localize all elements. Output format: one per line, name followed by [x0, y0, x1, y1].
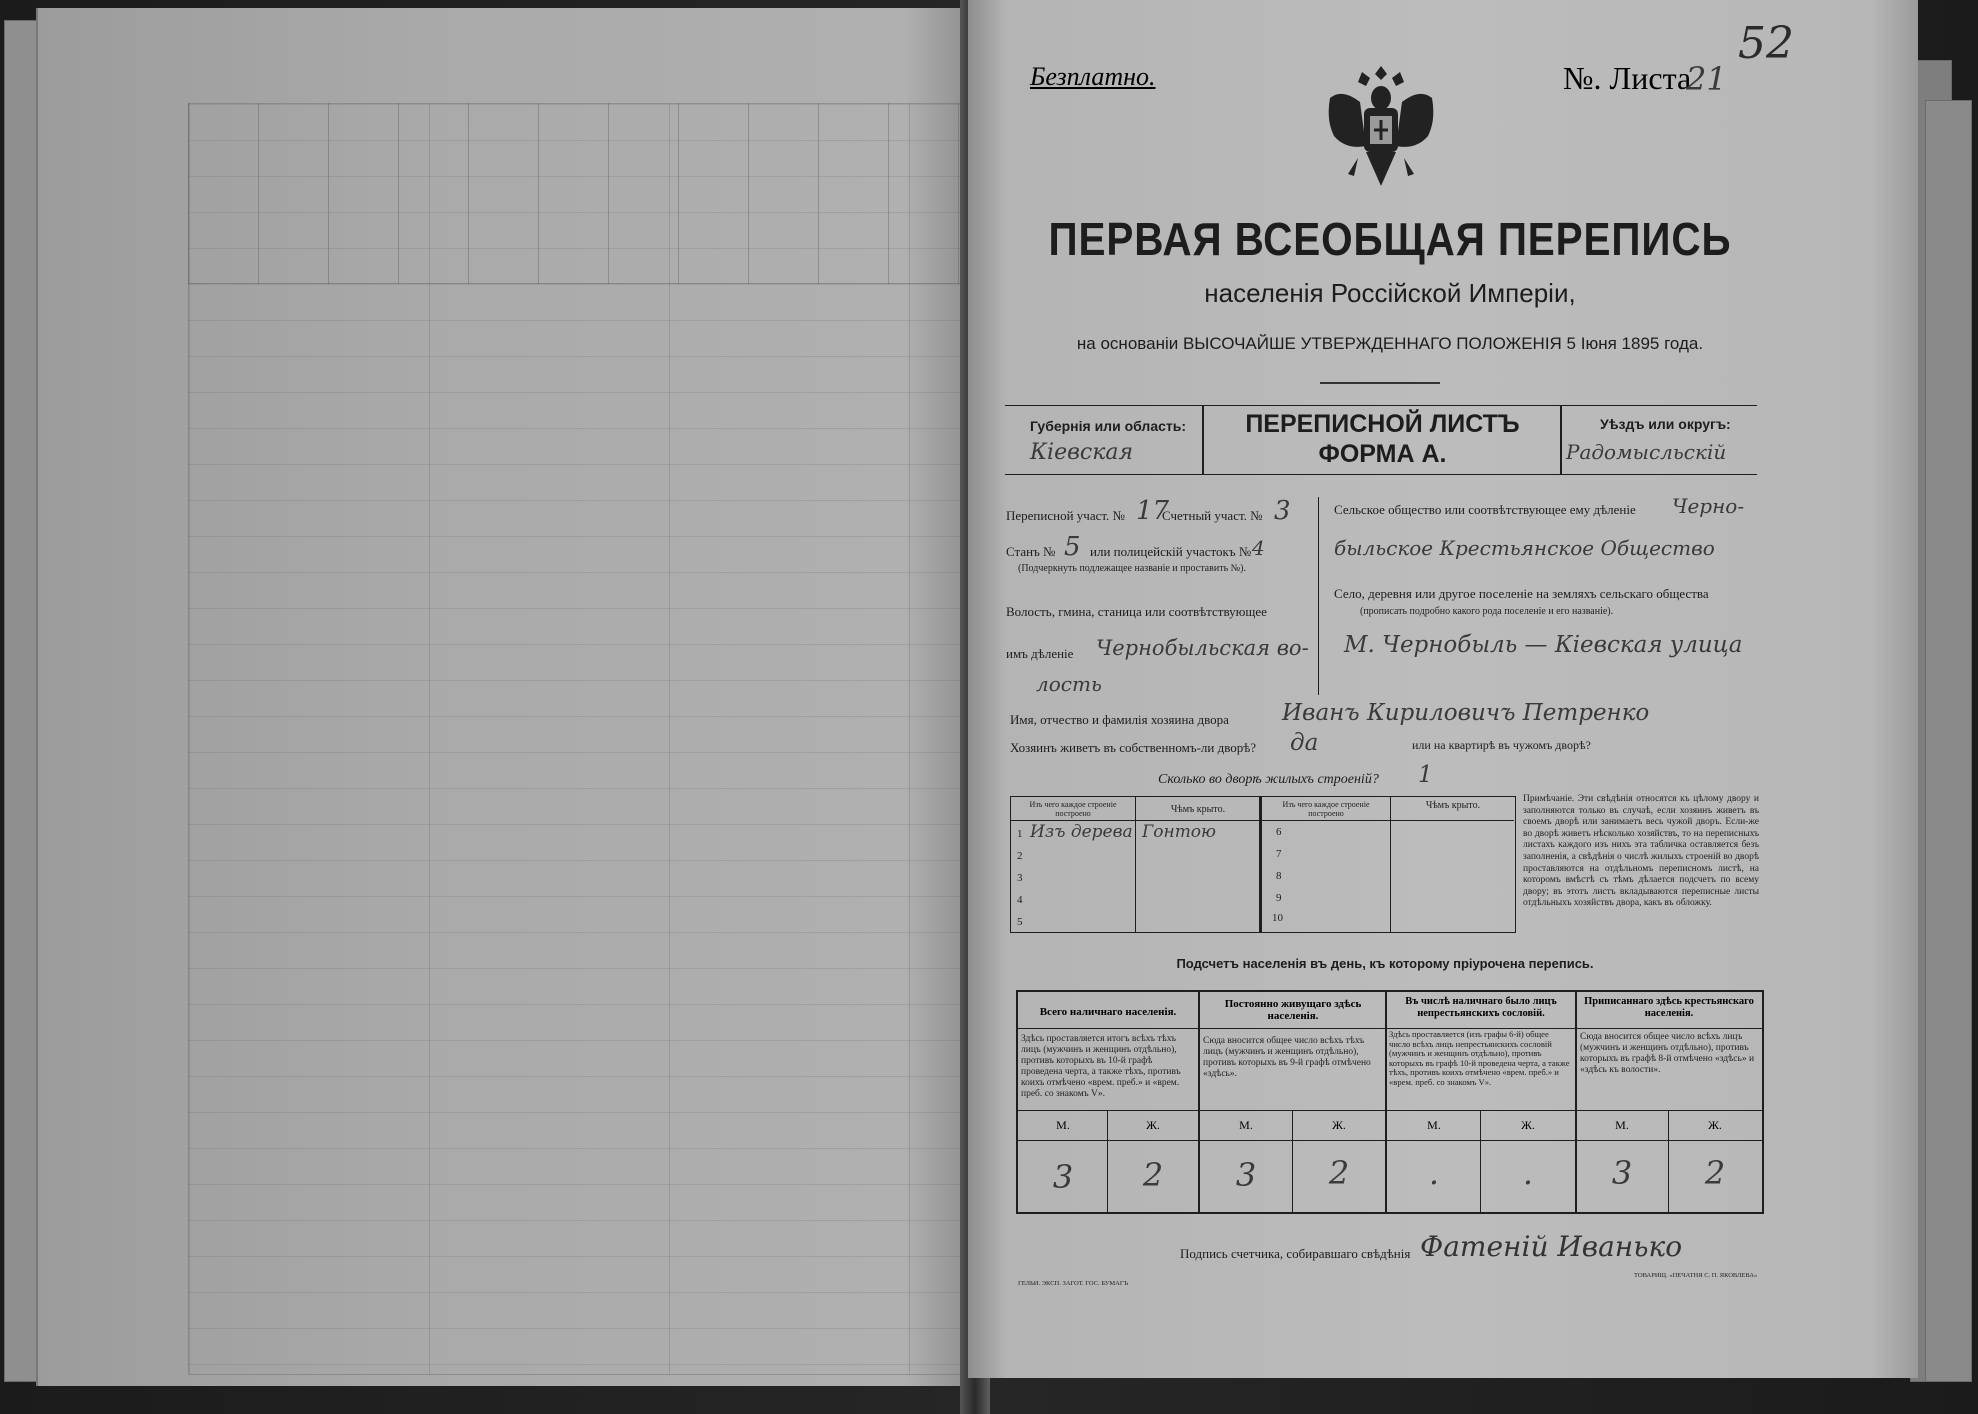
ornament-divider — [1320, 382, 1440, 384]
perepis-uch-label: Переписной участ. № — [1006, 508, 1125, 523]
village-label: Село, деревня или другое поселеніе на земляхъ сельскаго общества — [1334, 586, 1709, 601]
police-value: 4 — [1252, 536, 1265, 560]
society-value-2: быльское Крестьянское Общество — [1334, 536, 1715, 560]
buildings-col-material-2: Изъ чего каждое строеніе построено — [1282, 800, 1370, 818]
form-header-top-rule — [1005, 405, 1757, 406]
left-page-bleedthrough-grid — [188, 103, 995, 1375]
village-value: М. Чернобыль — Кіевская улица — [1344, 632, 1743, 658]
population-mf-rule-bottom — [1016, 1140, 1762, 1141]
buildings-col-divider-2 — [1390, 796, 1391, 933]
form-header-divider-2 — [1560, 405, 1562, 475]
form-header-bottom-rule — [1005, 474, 1757, 475]
buildings-row-number: 4 — [1017, 894, 1023, 906]
stan-label: Станъ № — [1006, 544, 1056, 559]
population-divider-1 — [1198, 990, 1200, 1212]
population-count-m: 3 — [1611, 1154, 1633, 1192]
buildings-col-roof: Чѣмъ крыто. — [1170, 804, 1226, 815]
page-stack-right-2 — [1925, 100, 1972, 1382]
buildings-row-number: 8 — [1276, 870, 1282, 882]
perepis-uch-value: 17 — [1136, 496, 1170, 526]
population-col-desc: Сюда вносится общее число всѣхъ лицъ (мужчинъ и женщинъ отдѣльно), противъ которыхъ въ графѣ 8-й отмѣчено «здѣсь» и «здѣсь къ волости». — [1580, 1032, 1755, 1075]
population-f-label: Ж. — [1146, 1118, 1160, 1132]
population-divider-2 — [1385, 990, 1387, 1212]
owner-value: Иванъ Кириловичъ Петренко — [1282, 700, 1650, 726]
police-label: или полицейскій участокъ № — [1090, 544, 1252, 559]
buildings-col-divider-1 — [1135, 796, 1136, 933]
volost-value: Чернобыльская во- — [1096, 636, 1309, 660]
gubernia-value: Кіевская — [1030, 440, 1134, 465]
population-f-label: Ж. — [1521, 1118, 1535, 1132]
signature-label: Подпись счетчика, собиравшаго свѣдѣнія — [1180, 1246, 1411, 1261]
buildings-center-divider — [1259, 796, 1262, 933]
buildings-row-roof: Гонтою — [1142, 822, 1217, 842]
population-count-m: 3 — [1052, 1158, 1074, 1196]
population-count-f: 2 — [1704, 1154, 1726, 1192]
left-page-bleedthrough-header — [188, 103, 993, 284]
buildings-row-material: Изъ дерева — [1030, 822, 1133, 842]
left-page — [36, 8, 980, 1386]
society-label: Сельское общество или соотвѣтствующее ему дѣленіе — [1334, 502, 1636, 517]
schet-uch-label: Счетный участ. № — [1162, 508, 1263, 523]
schet-uch-value: 3 — [1274, 496, 1291, 526]
form-header-divider-1 — [1202, 405, 1204, 475]
buildings-head-rule — [1010, 820, 1514, 821]
population-m-label: М. — [1056, 1118, 1070, 1132]
population-title: Подсчетъ населенія въ день, къ которому пріурочена перепись. — [1176, 956, 1594, 971]
buildings-row-number: 2 — [1017, 850, 1023, 862]
volost-value-2: лость — [1036, 672, 1102, 696]
form-title: ПЕРЕПИСНОЙ ЛИСТЪ — [1245, 410, 1520, 438]
buildings-row-number: 10 — [1272, 912, 1283, 924]
printer-right: ТОВАРИЩ. «ПЕЧАТНЯ С. П. ЯКОВЛЕВА» — [1634, 1272, 1758, 1279]
sheet-label: №. Листа — [1563, 60, 1692, 96]
population-f-label: Ж. — [1708, 1118, 1722, 1132]
archive-number: 52 — [1738, 18, 1794, 69]
census-subtitle: населенія Россійской Имперіи, — [1204, 278, 1576, 308]
population-m-label: М. — [1615, 1118, 1629, 1132]
village-note: (прописать подробно какого рода поселеніе и его названіе). — [1360, 606, 1614, 617]
population-count-m: . — [1428, 1154, 1440, 1192]
population-f-label: Ж. — [1332, 1118, 1346, 1132]
population-col-head: Приписаннаго здѣсь крестьянскаго населенія. — [1584, 996, 1754, 1019]
fields-column-divider — [1318, 497, 1319, 695]
own-yard-label: Хозяинъ живетъ въ собственномъ-ли дворѣ? — [1010, 740, 1257, 755]
free-label: Безплатно. — [1030, 62, 1156, 91]
buildings-label: Сколько во дворѣ жилыхъ строеній? — [1158, 772, 1379, 787]
buildings-row-number: 6 — [1276, 826, 1282, 838]
buildings-row-number: 7 — [1276, 848, 1282, 860]
rent-label: или на квартирѣ въ чужомъ дворѣ? — [1412, 738, 1591, 752]
population-col-head: Постоянно живущаго здѣсь населенія. — [1224, 998, 1362, 1022]
gubernia-label: Губернія или область: — [1030, 418, 1187, 434]
form-type: ФОРМА А. — [1318, 440, 1447, 468]
society-value: Черно- — [1672, 494, 1745, 518]
buildings-col-roof-2: Чѣмъ крыто. — [1425, 800, 1481, 811]
buildings-row-number: 9 — [1276, 892, 1282, 904]
buildings-row-number: 3 — [1017, 872, 1023, 884]
population-count-f: . — [1522, 1154, 1534, 1192]
buildings-row-number: 5 — [1017, 916, 1023, 928]
volost-label: Волость, гмина, станица или соотвѣтствующее — [1006, 604, 1267, 619]
population-m-label: М. — [1239, 1118, 1253, 1132]
volost-label-2: имъ дѣленіе — [1006, 646, 1074, 661]
imperial-eagle-emblem — [1322, 58, 1440, 193]
sheet-number: 21 — [1686, 60, 1727, 98]
buildings-row-number: 1 — [1017, 828, 1023, 840]
buildings-value: 1 — [1418, 762, 1433, 788]
population-mf-split-1 — [1107, 1110, 1108, 1212]
census-title: ПЕРВАЯ ВСЕОБЩАЯ ПЕРЕПИСЬ — [1048, 213, 1732, 265]
census-basis-line: на основаніи ВЫСОЧАЙШЕ УТВЕРЖДЕННАГО ПОЛОЖЕНІЯ 5 Іюня 1895 года. — [1076, 334, 1704, 353]
population-count-f: 2 — [1328, 1154, 1350, 1192]
population-count-m: 3 — [1235, 1156, 1257, 1194]
population-col-desc: Здѣсь проставляется (изъ графы 6-й) общее число всѣхъ лицъ непрестьянскихъ сословій (мужчинъ и женщинъ отдѣльно), противъ которыхъ въ графѣ 10-й проведена черта, а также тѣхъ, противъ коихъ отмѣчено «врем. преб.» и «врем. преб. со знакомъ V». — [1389, 1029, 1570, 1087]
population-mf-split-2 — [1292, 1110, 1293, 1212]
owner-label: Имя, отчество и фамилія хозяина двора — [1010, 712, 1229, 727]
population-m-label: М. — [1427, 1118, 1441, 1132]
buildings-note: Примѣчаніе. Эти свѣдѣнія относятся къ цѣлому двору и заполняются только въ случаѣ, если хозяинъ живетъ въ своемъ дворѣ или занимаетъ весь чужой дворъ. Если-же во дворѣ живетъ нѣсколько хозяйствъ, то на переписныхъ листахъ каждого изъ нихъ эта табличка оставляется безъ заполненія, а свѣдѣнія о числѣ жилыхъ строеній во дворѣ проставляются на отдѣльномъ переписномъ листѣ, на которомъ вмѣстѣ съ тѣмъ дѣлается подсчетъ по всему двору; въ этотъ листъ вкладываются переписные листы отдѣльныхъ хозяйствъ двора, какъ въ обложку. — [1523, 794, 1759, 909]
printer-left: ГЕЛЬИ. ЭКСП. ЗАГОТ. ГОС. БУМАГЪ — [1018, 1280, 1129, 1287]
stan-value: 5 — [1064, 532, 1081, 562]
population-col-desc: Здѣсь проставляется итогъ всѣхъ тѣхъ лицъ (мужчинъ и женщинъ отдѣльно), противъ которыхъ въ 10-й графѣ проведена черта, а также тѣхъ, противъ коихъ отмѣчено «врем. преб.» и «врем. преб. со знакомъ V». — [1021, 1034, 1181, 1099]
population-divider-3 — [1575, 990, 1577, 1212]
uezd-value: Радомысльскій — [1566, 440, 1727, 464]
uezd-label: Уѣздъ или округъ: — [1600, 416, 1731, 432]
population-col-head: Всего наличнаго населенія. — [1039, 1006, 1177, 1018]
own-yard-value: да — [1290, 730, 1319, 756]
stan-note: (Подчеркнуть подлежащее названіе и проставить №). — [1018, 563, 1246, 574]
population-col-head: Въ числѣ наличнаго было лицъ непрестьянскихъ сословій. — [1405, 996, 1557, 1019]
population-mf-split-3 — [1480, 1110, 1481, 1212]
population-count-f: 2 — [1142, 1156, 1164, 1194]
signature-value: Фатеній Иванько — [1420, 1230, 1683, 1263]
buildings-col-material: Изъ чего каждое строеніе построено — [1029, 800, 1117, 818]
population-mf-rule-top — [1016, 1110, 1762, 1111]
population-col-desc: Сюда вносится общее число всѣхъ тѣхъ лицъ (мужчинъ и женщинъ отдѣльно), противъ которыхъ въ 9-й графѣ отмѣчено «здѣсь». — [1203, 1036, 1371, 1079]
population-mf-split-4 — [1668, 1110, 1669, 1212]
